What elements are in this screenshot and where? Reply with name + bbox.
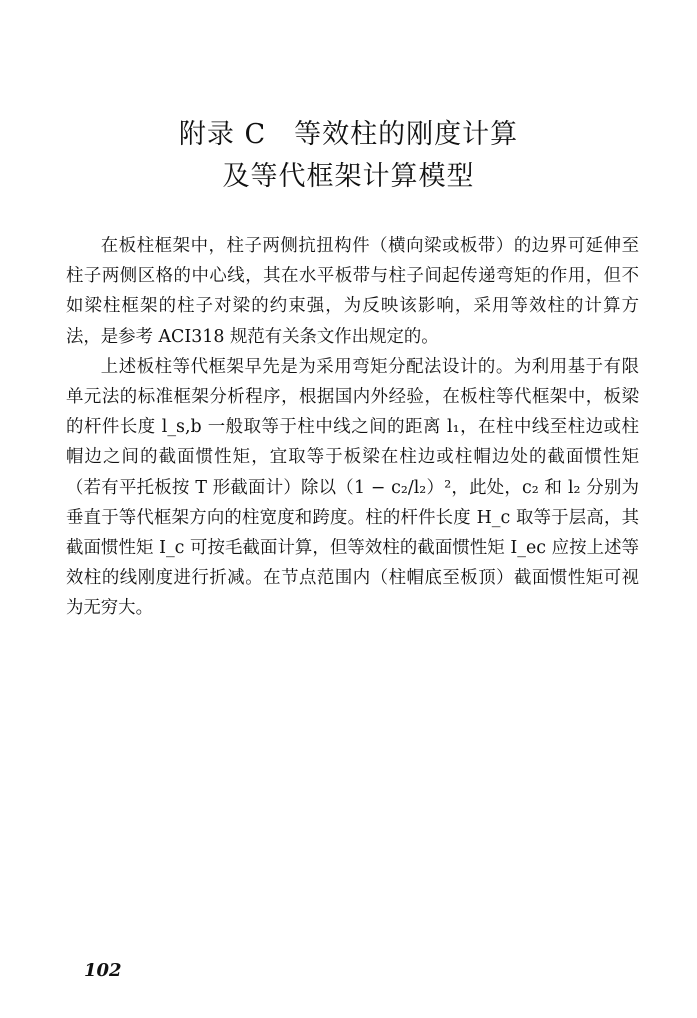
- title-line-2: 及等代框架计算模型: [222, 161, 475, 192]
- page-number: 102: [84, 960, 122, 981]
- paragraph-1: 在板柱框架中，柱子两侧抗扭构件（横向梁或板带）的边界可延伸至柱子两侧区格的中心线，其在水平板带与柱子间起传递弯矩的作用，但不如梁柱框架的柱子对梁的约束强，为反映该影响，采用等效柱的计算方法，是参考 ACI318 规范有关条文作出规定的。: [66, 236, 639, 347]
- paragraph-2: 上述板柱等代框架早先是为采用弯矩分配法设计的。为利用基于有限单元法的标准框架分析程序，根据国内外经验，在板柱等代框架中，板梁的杆件长度 l_s,b 一般取等于柱中线之间的距离 l₁，在柱中线至柱边或柱帽边之间的截面惯性矩，宜取等于板梁在柱边或柱帽边处的截面惯性矩（若有平托板按 T 形截面计）除以（1 − c₂/l₂）²，此处，c₂ 和 l₂ 分别为垂直于等代框架方向的柱宽度和跨度。柱的杆件长度 H_c 取等于层高，其截面惯性矩 I_c 可按毛截面计算，但等效柱的截面惯性矩 I_ec 应按上述等效柱的线刚度进行折减。在节点范围内（柱帽底至板顶）截面惯性矩可视为无穷大。: [66, 356, 639, 619]
- body-text: [66, 231, 639, 624]
- title-line-1: 附录 C 等效柱的刚度计算: [178, 119, 519, 150]
- page-title: [0, 114, 697, 198]
